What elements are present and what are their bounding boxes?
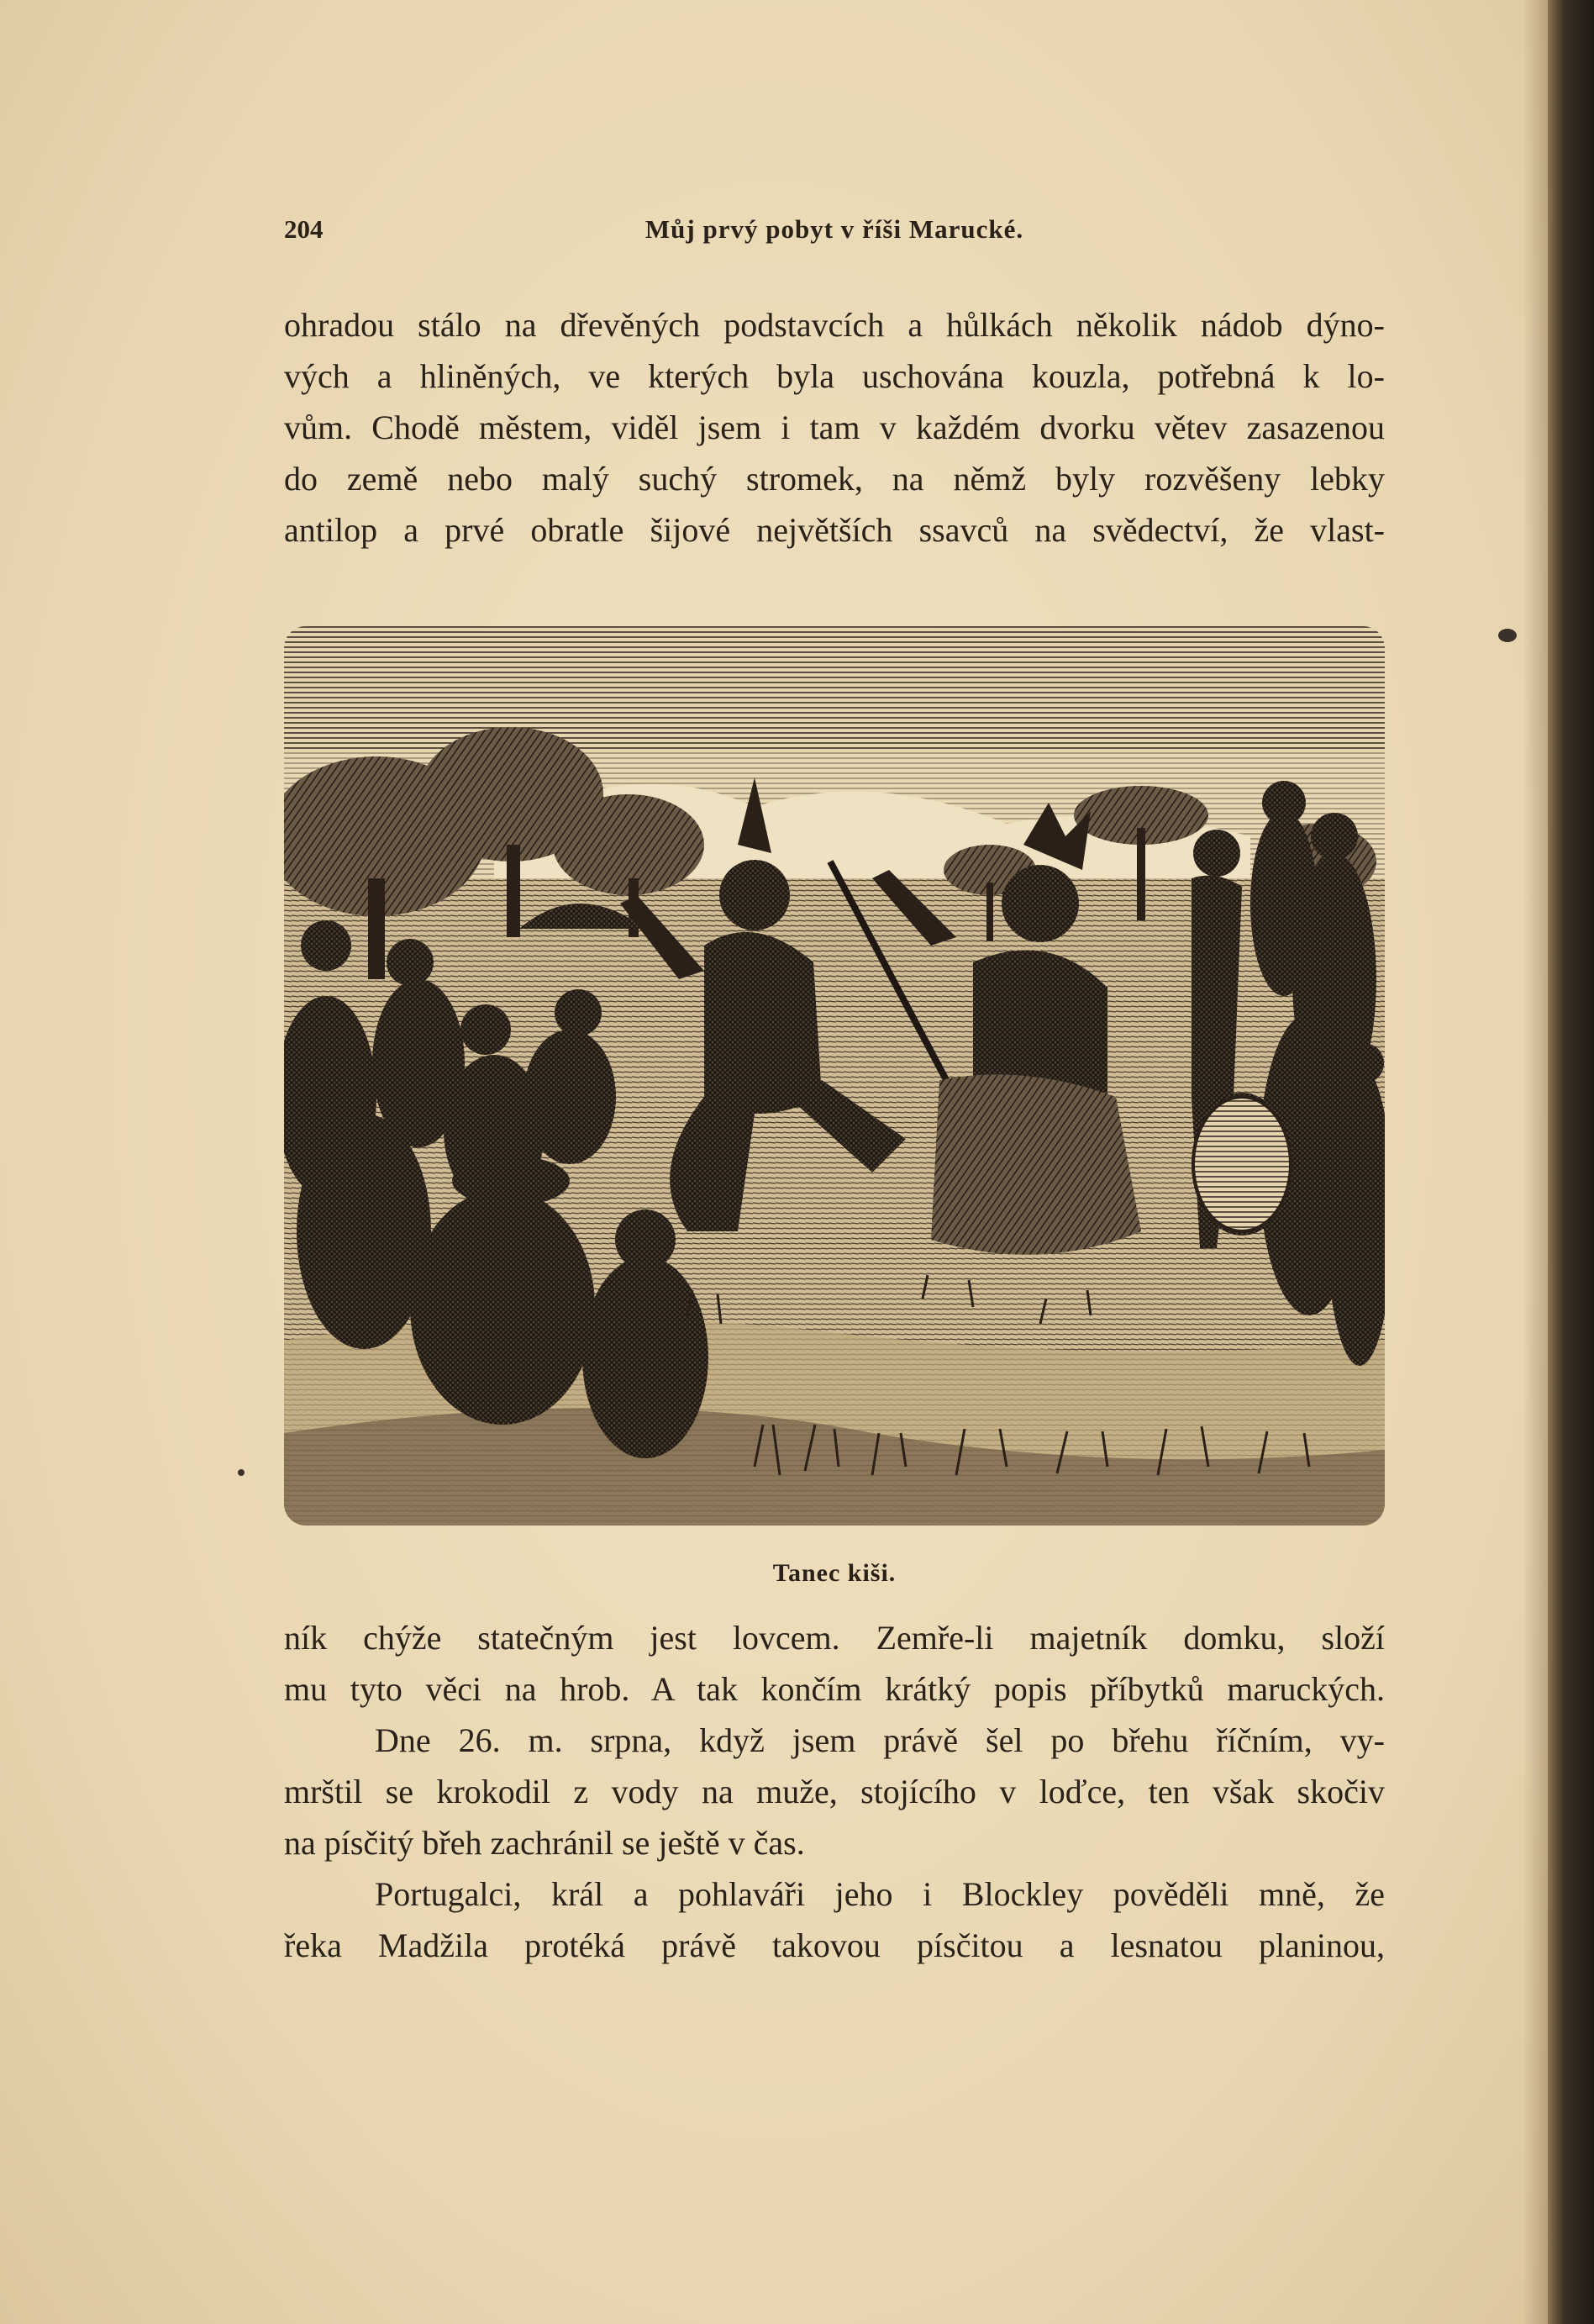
running-title: Můj prvý pobyt v říši Marucké. xyxy=(644,214,1024,244)
body-text-top xyxy=(284,299,1385,556)
book-spine xyxy=(1548,0,1594,2324)
text-line: antilop a prvé obratle šijové největších ssavců na svědectví, že vlast- xyxy=(284,511,1385,549)
ink-speck xyxy=(1498,629,1517,642)
text-line: vům. Chodě městem, viděl jsem i tam v každém dvorku větev zasazenou xyxy=(284,408,1385,446)
engraving-illustration xyxy=(284,626,1385,1526)
drum xyxy=(1193,1097,1291,1231)
running-header xyxy=(284,214,1385,256)
ink-speck xyxy=(238,1469,245,1476)
text-line: Dne 26. m. srpna, když jsem právě šel po břehu říčním, vy- xyxy=(375,1721,1385,1759)
text-line: vých a hliněných, ve kterých byla uschována kouzla, potřebná k lo- xyxy=(284,357,1385,395)
figure-caption: Tanec kiši. xyxy=(772,1559,897,1587)
text-line: mrštil se krokodil z vody na muže, stojícího v loďce, ten však skočiv xyxy=(284,1773,1385,1810)
page-number: 204 xyxy=(284,214,324,244)
text-line: na písčitý břeh zachránil se ještě v čas. xyxy=(284,1824,805,1862)
page-edge-shadow xyxy=(1523,0,1548,2324)
text-line: ohradou stálo na dřevěných podstavcích a hůlkách několik nádob dýno- xyxy=(284,306,1385,344)
text-line: ník chýže statečným jest lovcem. Zemře-li majetník domku, složí xyxy=(284,1619,1385,1657)
body-text-bottom xyxy=(284,1612,1385,1971)
text-line: mu tyto věci na hrob. A tak končím krátký popis příbytků maruckých. xyxy=(284,1670,1385,1708)
text-line: řeka Madžila protéká právě takovou písčitou a lesnatou planinou, xyxy=(284,1926,1385,1964)
text-line: do země nebo malý suchý stromek, na němž byly rozvěšeny lebky xyxy=(284,460,1385,498)
text-line: Portugalci, král a pohlaváři jeho i Blockley pověděli mně, že xyxy=(375,1875,1385,1913)
